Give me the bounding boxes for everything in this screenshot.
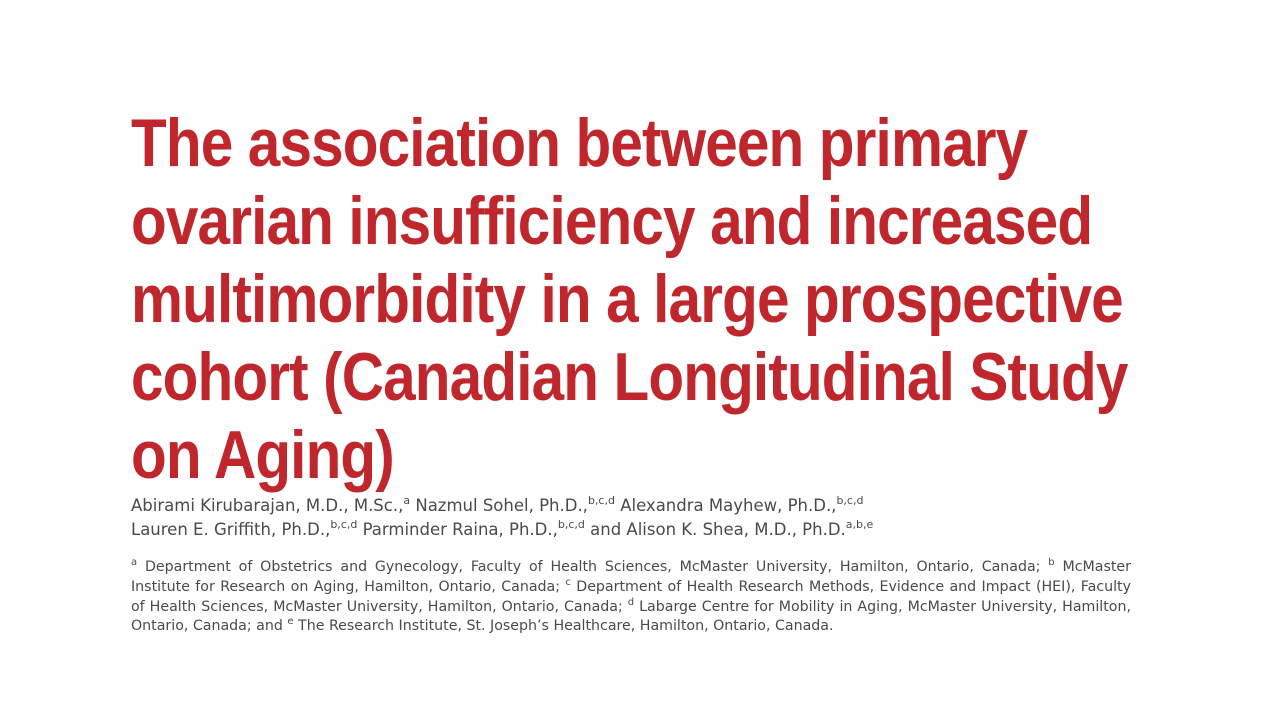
author-name: Parminder Raina, Ph.D., <box>357 520 558 539</box>
author-affiliation-mark: b,c,d <box>557 518 585 531</box>
author-line-1 <box>131 494 1211 518</box>
affiliation-mark: b <box>1048 557 1055 568</box>
title-line: cohort (Canadian Longitudinal Study <box>131 339 1128 415</box>
author-name: Nazmul Sohel, Ph.D., <box>410 496 588 515</box>
author-list <box>131 494 1211 542</box>
author-name: Lauren E. Griffith, Ph.D., <box>131 520 331 539</box>
affiliation-text: Labarge Centre for Mobility in Aging, McMaster University, Hamilton, Ontario, Canada; and <box>131 598 1131 635</box>
affiliation-text: The Research Institute, St. Joseph’s Healthcare, Hamilton, Ontario, Canada. <box>293 618 834 635</box>
title-line: ovarian insufficiency and increased <box>131 183 1093 259</box>
affiliation-mark: a <box>131 557 138 568</box>
affiliation-text: Department of Health Research Methods, Evidence and Impact (HEI), Faculty of Health Sciences, McMaster University, Hamilton, Ontario, Canada; <box>131 578 1132 615</box>
affiliation-text: McMaster Institute for Research on Aging, Hamilton, Ontario, Canada; <box>131 559 1131 595</box>
affiliations-paragraph <box>131 558 1131 637</box>
title-line: The association between primary <box>131 105 1028 181</box>
author-affiliation-mark: a <box>403 494 411 507</box>
title-line: multimorbidity in a large prospective <box>131 261 1123 337</box>
paper-title <box>131 104 1128 494</box>
author-name: and Alison K. Shea, M.D., Ph.D. <box>584 520 846 539</box>
author-name: Alexandra Mayhew, Ph.D., <box>614 496 837 515</box>
affiliation-mark: c <box>565 576 571 588</box>
author-name: Abirami Kirubarajan, M.D., M.Sc., <box>131 496 404 515</box>
affiliation-mark: e <box>287 616 294 628</box>
author-affiliation-mark: b,c,d <box>330 518 358 531</box>
author-affiliation-mark: a,b,e <box>845 518 874 531</box>
affiliation-mark: d <box>627 596 635 608</box>
author-line-2 <box>131 518 1211 542</box>
affiliation-text: Department of Obstetrics and Gynecology, Faculty of Health Sciences, McMaster University, Hamilton, Ontario, Canada; <box>137 559 1049 575</box>
author-affiliation-mark: b,c,d <box>587 494 615 507</box>
author-affiliation-mark: b,c,d <box>836 494 864 507</box>
title-line: on Aging) <box>131 417 394 493</box>
